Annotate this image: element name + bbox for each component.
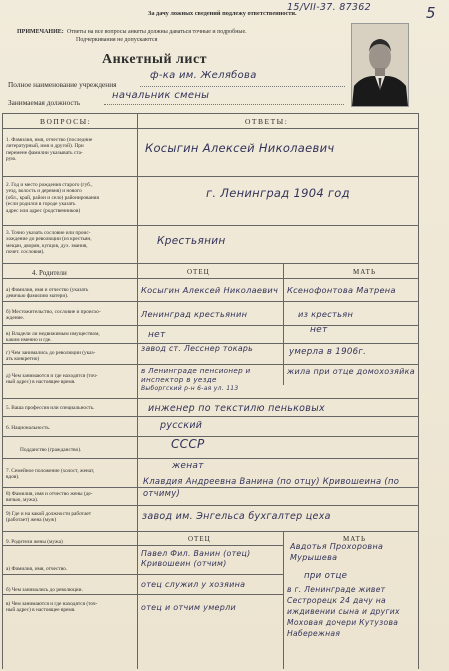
spouse-mother-answer-a: Авдотья Прохоровна Мурышева bbox=[290, 542, 384, 562]
row-border bbox=[2, 531, 418, 532]
parents-question-b: б) Местожительство, сословие и происхо- ждение. bbox=[6, 309, 101, 322]
spouse-question-b: б) Чем занимались до революции. bbox=[6, 587, 83, 593]
spouse-father-answer-c: отец и отчим умерли bbox=[141, 603, 237, 612]
question-6: 6. Национальность. bbox=[6, 425, 51, 431]
page-title: Анкетный лист bbox=[102, 52, 208, 67]
row-border bbox=[2, 436, 418, 437]
father-answer-a: Косыгин Алексей Николаевич bbox=[141, 285, 279, 295]
portrait-image bbox=[352, 24, 408, 106]
handwritten-reference: 15/VII-37. 87362 bbox=[287, 2, 371, 13]
institution-label: Полное наименование учреждения bbox=[8, 80, 117, 89]
institution-value: ф-ка им. Желябова bbox=[150, 70, 257, 81]
spouse-father-answer-b: отец служил у хозяина bbox=[141, 580, 246, 589]
position-underline bbox=[104, 104, 344, 105]
answer-6: русский bbox=[160, 420, 203, 431]
spouse-parents-divider bbox=[283, 531, 284, 669]
answer-3: Крестьянин bbox=[157, 235, 226, 247]
question-5: 5. Ваша профессия или специальность. bbox=[6, 405, 95, 411]
row-border bbox=[2, 505, 418, 506]
spouse-question-c: в) Чем занимаются и где находятся (точ- ный адрес) в настоящее время. bbox=[6, 601, 98, 614]
position-value: начальник смены bbox=[112, 90, 210, 101]
position-label: Занимаемая должность bbox=[8, 98, 81, 107]
question-7: 7. Семейное положение (холост, женат, вдов). bbox=[6, 468, 95, 481]
row-border bbox=[2, 176, 418, 177]
question-2: 2. Год и место рождения старого (губ., уезд, волость и деревня) и нового (обл., край, район и село) районирования (если родился в городе указать адрес или адрес (родственников) bbox=[6, 182, 99, 214]
table-right-border bbox=[418, 113, 419, 669]
table-left-border bbox=[2, 113, 3, 669]
father-answer-e: в Ленинграде пенсионер и инспектор в уезде bbox=[141, 366, 251, 384]
mother-answer-d: умерла в 1906г. bbox=[289, 347, 367, 357]
row-border bbox=[2, 225, 418, 226]
parents-question-a: а) Фамилия, имя и отчество (указать девичью фамилию матери). bbox=[6, 287, 89, 300]
row-border bbox=[2, 458, 418, 459]
photo bbox=[351, 23, 409, 107]
row-border bbox=[2, 416, 418, 417]
institution-underline bbox=[140, 86, 345, 87]
parents-question-d: г) Чем занимались до революции (указ- ать конкретно) bbox=[6, 350, 96, 363]
row-border bbox=[2, 574, 283, 575]
note-line-2: Подчеркивания не допускаются bbox=[76, 37, 158, 43]
question-1: 1. Фамилия, имя, отчество (последние литературный, имя и другой). При перемене фамилии указывать ста- рую. bbox=[6, 137, 93, 163]
mother-answer-c: нет bbox=[310, 325, 328, 335]
father-answer-c: нет bbox=[148, 330, 166, 340]
father-answer-b: Ленинград крестьянин bbox=[141, 309, 248, 319]
citizenship-answer: СССР bbox=[171, 437, 205, 451]
father-answer-e-address: Выборгский р-н 6-ая ул. 113 bbox=[141, 385, 239, 392]
mother-header: МАТЬ bbox=[353, 268, 376, 276]
parents-question-e: д) Чем занимаются и где находятся (точ- ный адрес) в настоящее время. bbox=[6, 373, 98, 386]
spouse-father-answer-a: Павел Фил. Ванин (отец) Кривошеин (отчим) bbox=[141, 549, 251, 568]
note-label: ПРИМЕЧАНИЕ: bbox=[17, 29, 64, 35]
answer-5: инженер по текстилю пеньковых bbox=[148, 403, 325, 414]
answers-header: ОТВЕТЫ: bbox=[245, 117, 289, 126]
spouse-parents-title: 9. Родители жены (мужа) bbox=[6, 539, 63, 545]
row-border bbox=[2, 278, 418, 279]
mother-answer-b: из крестьян bbox=[298, 309, 354, 319]
questions-header: ВОПРОСЫ: bbox=[40, 117, 92, 126]
spouse-mother-answer-c: в г. Ленинграде живет Сестрорецк 24 дачу на иждивении сына и других Моховая дочери Кутузова Набережная bbox=[287, 585, 400, 638]
father-header: ОТЕЦ bbox=[187, 268, 210, 276]
column-divider bbox=[137, 113, 138, 669]
question-9: 9) Где и на какой должности работает (работает) жена (муж) bbox=[6, 511, 92, 524]
spouse-question-a: а) Фамилия, имя, отчество. bbox=[6, 566, 68, 572]
row-border bbox=[2, 263, 418, 264]
corner-mark: 5 bbox=[426, 4, 436, 22]
spouse-mother-answer-b: при отце bbox=[304, 571, 348, 581]
mother-answer-a: Ксенофонтова Матрена bbox=[287, 285, 396, 295]
header-row-border bbox=[2, 128, 418, 129]
note-line-1: Ответы на все вопросы анкеты должны даваться точные и подробные. bbox=[67, 29, 247, 35]
parents-question-c: в) Владели ли недвижимым имуществом, каким именно и где. bbox=[6, 331, 100, 344]
row-border bbox=[2, 325, 418, 326]
row-border bbox=[2, 594, 283, 595]
answer-9: завод им. Энгельса бухгалтер цеха bbox=[142, 511, 331, 522]
answer-2: г. Ленинград 1904 год bbox=[206, 186, 350, 200]
citizenship-question: Подданство (гражданство). bbox=[20, 447, 82, 453]
row-border bbox=[2, 301, 418, 302]
row-border bbox=[2, 364, 418, 365]
answer-8: Клавдия Андреевна Ванина (по отцу) Кривошеина (по отчиму) bbox=[143, 476, 400, 498]
row-border bbox=[2, 545, 283, 546]
spouse-father-header: ОТЕЦ bbox=[188, 535, 211, 543]
row-border bbox=[2, 398, 418, 399]
answer-1: Косыгин Алексей Николаевич bbox=[145, 141, 335, 155]
question-8: 8) Фамилия, имя и отчество жены (де- вичью, мужа). bbox=[6, 491, 93, 504]
top-note: За дачу ложных сведений подлежу ответственности. bbox=[148, 10, 297, 17]
parents-divider bbox=[283, 263, 284, 385]
parents-title: 4. Родители bbox=[32, 269, 67, 277]
answer-7: женат bbox=[172, 461, 204, 471]
question-3: 3. Точно указать сословие или проис- хождение до революции (из крестьян, мещан, дворян, купцов, дух. звания, почет. сословия). bbox=[6, 230, 92, 256]
table-top-border bbox=[2, 113, 418, 114]
mother-answer-e: жила при отце домохозяйка bbox=[287, 367, 415, 376]
spouse-mother-header: МАТЬ bbox=[343, 535, 366, 543]
father-answer-d: завод ст. Лесснер токарь bbox=[141, 344, 254, 353]
